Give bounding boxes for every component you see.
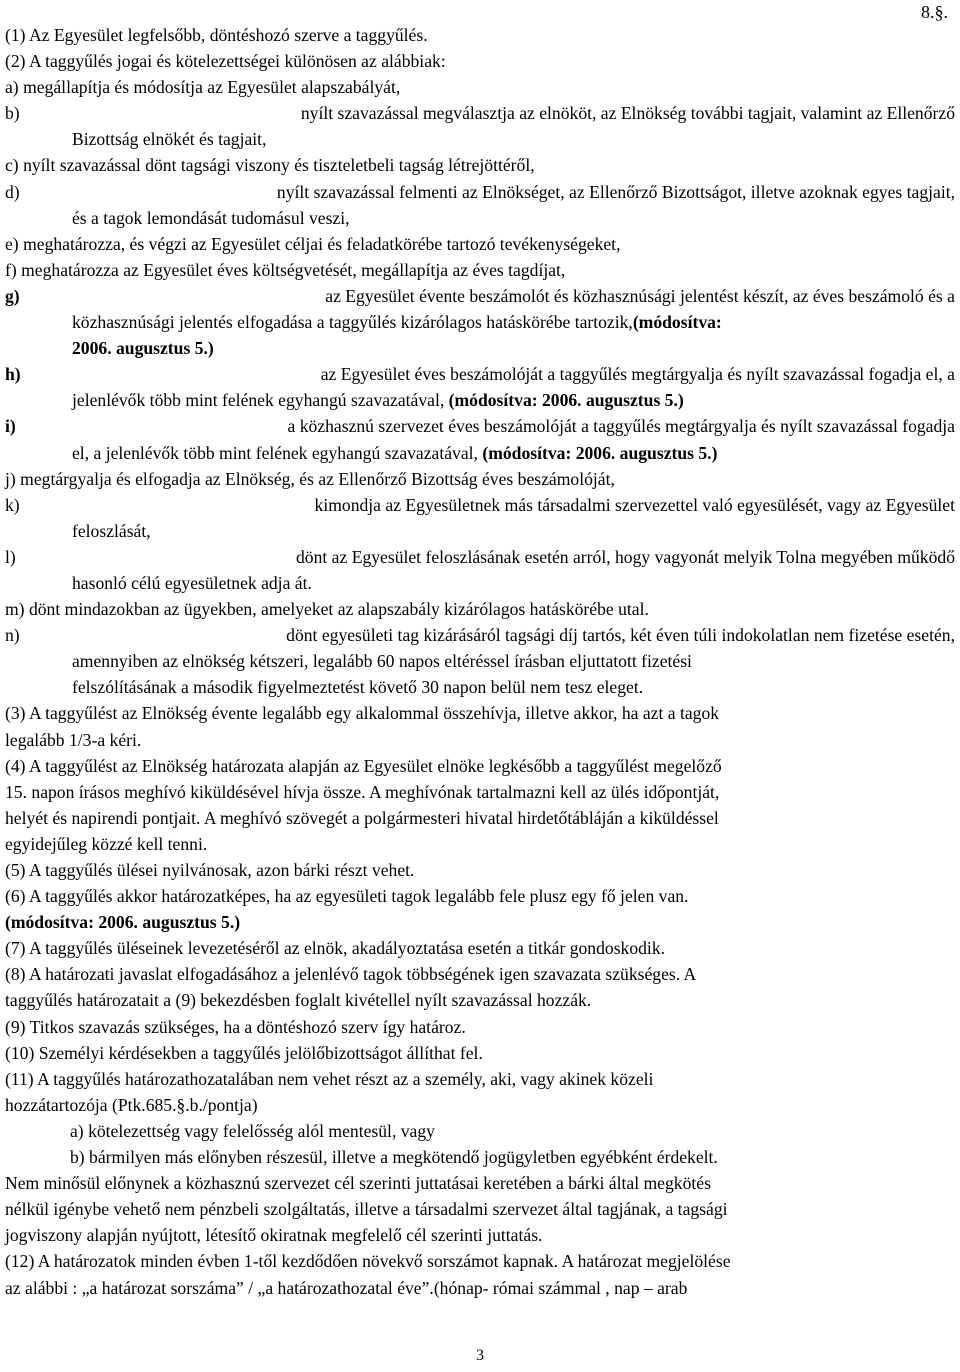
paragraph-5: (5) A taggyűlés ülései nyilvánosak, azon bárki részt vehet. <box>5 860 415 880</box>
list-text: megállapítja és módosítja az Egyesület alapszabályát, <box>23 77 401 98</box>
document-body <box>5 22 955 1301</box>
list-label: l) <box>5 546 16 567</box>
amendment-note: (módosítva: 2006. augusztus 5.) <box>5 912 241 933</box>
list-text: jelenlévők több mint felének egyhangú szavazatával, <box>72 390 449 411</box>
list-item-j <box>5 466 955 492</box>
list-text: közhasznúsági jelentés elfogadása a taggyűlés kizárólagos hatáskörébe tartozik, <box>72 312 633 333</box>
list-text: meghatározza az Egyesület éves költségvetését, megállapítja az éves tagdíjat, <box>21 259 566 280</box>
list-label: g) <box>5 285 20 306</box>
list-item-b-cont: Bizottság elnökét és tagjait, <box>72 129 267 150</box>
list-label: j) <box>5 468 16 489</box>
amendment-note: (módosítva: 2006. augusztus 5.) <box>448 390 684 411</box>
list-item-g-cont <box>5 309 955 335</box>
list-item-i-cont <box>5 440 955 466</box>
paragraph-4-cont: egyidejűleg közzé kell tenni. <box>5 833 208 854</box>
list-item-k-cont: feloszlását, <box>72 520 151 541</box>
list-label: m) <box>5 599 25 620</box>
list-item-i <box>5 413 955 439</box>
list-label: d) <box>5 181 20 202</box>
list-item-k <box>5 492 955 518</box>
list-label: n) <box>5 625 20 646</box>
amendment-note: 2006. augusztus 5.) <box>72 338 214 359</box>
amendment-note: (módosítva: 2006. augusztus 5.) <box>482 442 718 463</box>
list-item-f <box>5 257 955 283</box>
list-item-n-cont: felszólításának a második figyelmeztetést követő 30 napon belül nem tesz eleget. <box>72 677 644 698</box>
paragraph-11-cont: hozzátartozója (Ptk.685.§.b./pontja) <box>5 1094 258 1115</box>
list-item-e <box>5 231 955 257</box>
list-label: f) <box>5 259 17 280</box>
paragraph-4-cont: 15. napon írásos meghívó kiküldésével hívja össze. A meghívónak tartalmazni kell az ülés időpontját, <box>5 781 720 802</box>
list-text: meghatározza, és végzi az Egyesület céljai és feladatkörébe tartozó tevékenységeket, <box>23 233 621 254</box>
amendment-note: (módosítva: <box>632 312 722 333</box>
list-item-d <box>5 179 955 205</box>
list-text: az Egyesület évente beszámolót és közhasznúsági jelentést készít, az éves beszámoló és a <box>325 285 955 306</box>
paragraph-8: (8) A határozati javaslat elfogadásához a jelenlévő tagok többségének igen szavazata szükséges. A <box>5 964 697 985</box>
list-text: a közhasznú szervezet éves beszámolóját a taggyűlés megtárgyalja és nyílt szavazással fogadja <box>287 416 955 437</box>
list-label: e) <box>5 233 19 254</box>
list-item-g <box>5 283 955 309</box>
list-item-m <box>5 596 955 622</box>
list-text: kimondja az Egyesületnek más társadalmi szervezettel való egyesülését, vagy az Egyesület <box>314 494 955 515</box>
list-label: k) <box>5 494 20 515</box>
paragraph-11-item-a: a) kötelezettség vagy felelősség alól mentesül, vagy <box>70 1120 435 1141</box>
list-text: dönt az Egyesület feloszlásának esetén arról, hogy vagyonát melyik Tolna megyében működő <box>296 546 955 567</box>
list-item-d-cont: és a tagok lemondását tudomásul veszi, <box>72 207 350 228</box>
list-item-n-cont: amennyiben az elnökség kétszeri, legalább 60 napos eltéréssel írásban eljuttatott fizetési <box>72 651 692 672</box>
list-label: c) <box>5 155 19 176</box>
paragraph-1: (1) Az Egyesület legfelsőbb, döntéshozó szerve a taggyűlés. <box>5 25 428 45</box>
list-item-n <box>5 622 955 648</box>
paragraph-11-item-b: b) bármilyen más előnyben részesül, illetve a megkötendő jogügyletben egyébként érdekelt. <box>70 1147 718 1168</box>
paragraph-12-cont: az alábbi : „a határozat sorszáma” / „a határozathozatal éve”.(hónap- római számmal , nap – arab <box>5 1277 688 1298</box>
list-label: b) <box>5 103 20 124</box>
paragraph-7: (7) A taggyűlés üléseinek levezetéséről az elnök, akadályoztatása esetén a titkár gondoskodik. <box>5 938 666 959</box>
list-item-h <box>5 361 955 387</box>
paragraph-6: (6) A taggyűlés akkor határozatképes, ha az egyesületi tagok legalább fele plusz egy fő jelen van. <box>5 886 689 907</box>
section-number: 8.§. <box>921 2 948 22</box>
list-label: i) <box>5 416 16 437</box>
list-item-b <box>5 100 955 126</box>
list-item-c <box>5 152 955 178</box>
list-text: nyílt szavazással felmenti az Elnökséget, az Ellenőrző Bizottságot, illetve azoknak egyes tagjait, <box>276 181 955 202</box>
paragraph-4: (4) A taggyűlést az Elnökség határozata alapján az Egyesület elnöke legkésőbb a taggyűlést megelőző <box>5 755 722 776</box>
paragraph-4-cont: helyét és napirendi pontjait. A meghívó szövegét a polgármesteri hivatal hirdetőtábláján a kiküldéssel <box>5 807 719 828</box>
list-item-l <box>5 544 955 570</box>
list-text: dönt egyesületi tag kizárásáról tagsági díj tartós, két éven túli indokolatlan nem fizetése esetén, <box>286 625 955 646</box>
paragraph-3-cont: legalább 1/3-a kéri. <box>5 729 142 750</box>
list-text: el, a jelenlévők több mint felének egyhangú szavazatával, <box>72 442 483 463</box>
paragraph-11-note: nélkül igénybe vehető nem pénzbeli szolgáltatás, illetve a társadalmi szervezet által tagjának, a tagsági <box>5 1199 728 1220</box>
list-item-l-cont: hasonló célú egyesületnek adja át. <box>72 572 312 593</box>
paragraph-2-intro: (2) A taggyűlés jogai és kötelezettségei különösen az alábbiak: <box>5 51 446 72</box>
paragraph-11-note: jogviszony alapján nyújtott, létesítő okiratnak megfelelő cél szerinti juttatás. <box>5 1225 543 1246</box>
page-number: 3 <box>476 1347 484 1364</box>
paragraph-8-cont: taggyűlés határozatait a (9) bekezdésben foglalt kivétellel nyílt szavazással hozzák. <box>5 990 592 1011</box>
list-text: nyílt szavazással dönt tagsági viszony és tiszteletbeli tagság létrejöttéről, <box>23 155 535 176</box>
paragraph-9: (9) Titkos szavazás szükséges, ha a döntéshozó szerv így határoz. <box>5 1016 466 1037</box>
paragraph-3: (3) A taggyűlést az Elnökség évente legalább egy alkalommal összehívja, illetve akkor, ha azt a tagok <box>5 703 720 724</box>
list-item-a <box>5 74 955 100</box>
list-text: megtárgyalja és elfogadja az Elnökség, és az Ellenőrző Bizottság éves beszámolóját, <box>20 468 615 489</box>
paragraph-12: (12) A határozatok minden évben 1-től kezdődően növekvő sorszámot kapnak. A határozat megjelölése <box>5 1251 731 1272</box>
list-text: az Egyesület éves beszámolóját a taggyűlés megtárgyalja és nyílt szavazással fogadja el, a <box>320 364 955 385</box>
list-item-h-cont <box>5 387 955 413</box>
paragraph-10: (10) Személyi kérdésekben a taggyűlés jelölőbizottságot állíthat fel. <box>5 1042 483 1063</box>
list-text: dönt mindazokban az ügyekben, amelyeket az alapszabály kizárólagos hatáskörébe utal. <box>28 599 649 620</box>
list-label: h) <box>5 364 21 385</box>
paragraph-11: (11) A taggyűlés határozathozatalában nem vehet részt az a személy, aki, vagy akinek közeli <box>5 1068 654 1089</box>
list-label: a) <box>5 77 19 98</box>
list-text: nyílt szavazással megválasztja az elnököt, az Elnökség további tagjait, valamint az Ellenőrző <box>300 103 955 124</box>
paragraph-11-note: Nem minősül előnynek a közhasznú szervezet cél szerinti juttatásai keretében a bárki által megkötés <box>5 1173 711 1194</box>
